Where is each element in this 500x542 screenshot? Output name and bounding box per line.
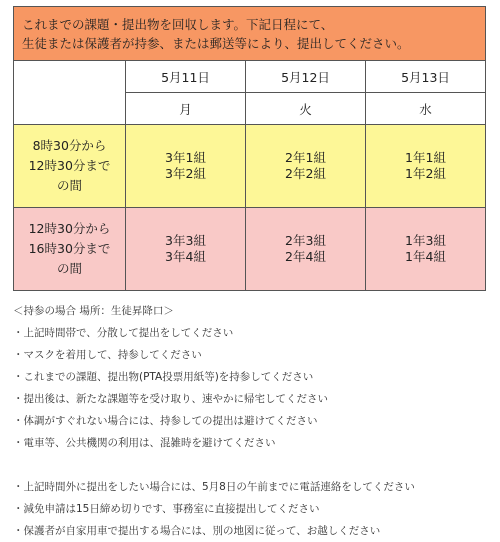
weekday-header-2: 火 — [246, 93, 366, 125]
afternoon-day2-classes — [246, 208, 366, 291]
weekday-header-1: 月 — [126, 93, 246, 125]
date-header-1: 5月11日 — [126, 61, 246, 93]
afternoon-day1-classes — [126, 208, 246, 291]
note-item: ・電車等、公共機関の利用は、混雑時を避けてください — [13, 437, 276, 449]
notice-line-1: これまでの課題・提出物を回収します。下記日程にて、 — [22, 16, 334, 32]
morning-day1-classes — [126, 125, 246, 208]
class-label: 2年2組 — [285, 166, 326, 181]
time-header-empty — [14, 61, 126, 125]
date-header-2: 5月12日 — [246, 61, 366, 93]
note-item: ・保護者が自家用車で提出する場合には、別の地図に従って、お越しください — [13, 525, 381, 537]
afternoon-time-line: 16時30分まで — [28, 241, 111, 256]
weekday-header-3: 水 — [366, 93, 486, 125]
morning-time-line: 12時30分まで — [28, 158, 111, 173]
morning-time-cell — [14, 125, 126, 208]
afternoon-time-line: 12時30分から — [28, 221, 111, 236]
class-label: 1年1組 — [405, 150, 446, 165]
note-item: ・上記時間帯で、分散して提出をしてください — [13, 327, 234, 339]
morning-day2-classes — [246, 125, 366, 208]
afternoon-row — [14, 208, 486, 291]
schedule-table — [13, 6, 486, 291]
morning-time-line: の間 — [56, 178, 82, 193]
class-label: 1年3組 — [405, 233, 446, 248]
class-label: 3年2組 — [165, 166, 206, 181]
notes-section — [13, 300, 493, 542]
note-item: ・提出後は、新たな課題等を受け取り、速やかに帰宅してください — [13, 393, 328, 405]
note-item: ・体調がすぐれない場合には、持参しての提出は避けてください — [13, 415, 318, 427]
class-label: 3年4組 — [165, 249, 206, 264]
schedule-sheet — [13, 6, 485, 291]
note-item: ・減免申請は15日締め切りです、事務室に直接提出してください — [13, 503, 320, 515]
afternoon-day3-classes — [366, 208, 486, 291]
notice-line-2: 生徒または保護者が持参、または郵送等により、提出してください。 — [22, 35, 410, 51]
class-label: 3年1組 — [165, 150, 206, 165]
note-item: ・これまでの課題、提出物(PTA投票用紙等)を持参してください — [13, 371, 314, 383]
morning-day3-classes — [366, 125, 486, 208]
class-label: 2年1組 — [285, 150, 326, 165]
note-item: ・上記時間外に提出をしたい場合には、5月8日の午前までに電話連絡をしてください — [13, 481, 415, 493]
class-label: 2年3組 — [285, 233, 326, 248]
class-label: 1年2組 — [405, 166, 446, 181]
notice-banner — [14, 7, 486, 61]
note-item: ・マスクを着用して、持参してください — [13, 349, 202, 361]
afternoon-time-line: の間 — [56, 261, 82, 276]
notes-spacer — [13, 454, 493, 476]
afternoon-time-cell — [14, 208, 126, 291]
morning-row — [14, 125, 486, 208]
date-header-3: 5月13日 — [366, 61, 486, 93]
class-label: 3年3組 — [165, 233, 206, 248]
class-label: 1年4組 — [405, 249, 446, 264]
class-label: 2年4組 — [285, 249, 326, 264]
notes-heading: ＜持参の場合 場所：生徒昇降口＞ — [13, 305, 174, 317]
morning-time-line: 8時30分から — [32, 138, 107, 153]
